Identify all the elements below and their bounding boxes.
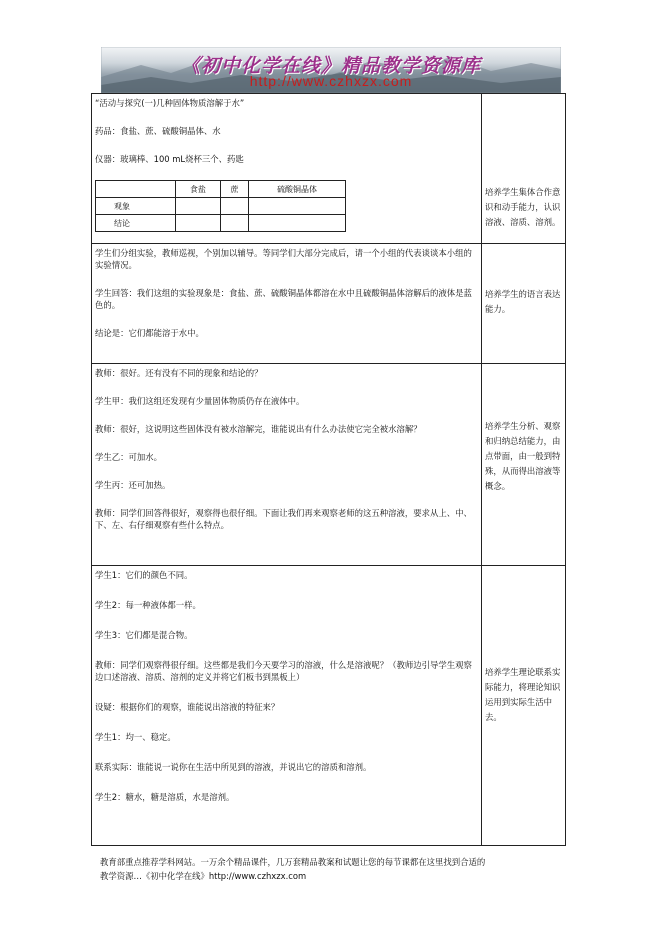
observation-table <box>95 180 346 232</box>
footer-line-1: 教育部重点推荐学科网站。一万余个精品课件，几万套精品教案和试题让您的每节课都在这里找到合适的 <box>100 857 486 867</box>
table-cell <box>220 198 248 215</box>
row-4-para: 学生1：它们的颜色不同。 <box>95 570 193 580</box>
banner-title: 《初中化学在线》精品教学资源库 <box>180 55 481 77</box>
table-cell <box>249 198 346 215</box>
table-header-cell: 食盐 <box>175 181 220 198</box>
row-4-content <box>95 569 478 803</box>
row-3-aim: 培养学生分析、观察和归纳总结能力，由点带面，由一般到特殊，从而得出溶液等概念。 <box>485 421 561 491</box>
row-4-para: 学生2：糖水，糖是溶质，水是溶剂。 <box>95 792 235 802</box>
footer-note <box>100 855 570 883</box>
activity-title: “活动与探究(一)几种固体物质溶解于水” <box>95 98 245 108</box>
row-2-para: 学生回答：我们这组的实验现象是：食盐、蔗、硫酸铜晶体都溶在水中且硫酸铜晶体溶解后的液体是蓝色的。 <box>95 288 472 310</box>
footer-line-2: 教学资源…《初中化学在线》http://www.czhxzx.com <box>100 871 307 881</box>
row-3-para: 学生乙：可加水。 <box>95 452 162 462</box>
row-2-aim: 培养学生的语言表达能力。 <box>485 289 561 314</box>
row-4-para: 联系实际：谁能说一说你在生活中所见到的溶液，并说出它的溶质和溶剂。 <box>95 762 372 772</box>
row-1-content <box>95 97 478 165</box>
table-header-cell <box>96 181 176 198</box>
row-1-aim: 培养学生集体合作意识和动手能力，认识溶液、溶质、溶剂。 <box>485 187 561 227</box>
table-cell <box>175 215 220 232</box>
row-3-para: 学生甲：我们这组还发现有少量固体物质仍存在液体中。 <box>95 396 305 406</box>
row-3-para: 教师：很好。还有没有不同的现象和结论的？ <box>95 368 263 378</box>
row-4-para: 教师：同学们观察得很仔细。这些都是我们今天要学习的溶液，什么是溶液呢？（教师边引导学生观察边口述溶液、溶质、溶剂的定义并将它们板书到黑板上） <box>95 660 472 682</box>
row-divider <box>91 363 566 364</box>
table-header-cell: 硫酸铜晶体 <box>249 181 346 198</box>
row-4-aim: 培养学生理论联系实际能力，将理论知识运用到实际生活中去。 <box>485 667 561 722</box>
row-4-para: 学生3：它们都是混合物。 <box>95 630 193 640</box>
reagents-line: 药品：食盐、蔗、硫酸铜晶体、水 <box>95 126 221 136</box>
row-2-para: 结论是：它们都能溶于水中。 <box>95 328 204 338</box>
row-3-para: 教师：同学们回答得很好，观察得也很仔细。下面让我们再来观察老师的这五种溶液，要求从上、中、下、左、右仔细观察有些什么特点。 <box>95 508 472 530</box>
table-row-label: 观象 <box>96 198 176 215</box>
row-divider <box>91 243 566 244</box>
row-3-para: 学生丙：还可加热。 <box>95 480 171 490</box>
table-cell <box>249 215 346 232</box>
row-divider <box>91 565 566 566</box>
row-3-content <box>95 367 478 531</box>
row-4-para: 学生1：均一、稳定。 <box>95 732 176 742</box>
header-banner <box>101 47 561 93</box>
table-row-label: 结论 <box>96 215 176 232</box>
banner-url-link[interactable]: http://www.czhxzx.com <box>249 73 413 89</box>
table-cell <box>175 198 220 215</box>
row-3-para: 教师：很好，这说明这些固体没有被水溶解完，谁能说出有什么办法使它完全被水溶解？ <box>95 424 422 434</box>
table-cell <box>220 215 248 232</box>
row-2-para: 学生们分组实验，教师巡视，个别加以辅导。等同学们大部分完成后，请一个小组的代表谈谈本小组的实验情况。 <box>95 248 472 270</box>
row-4-para: 设疑：根据你们的观察，谁能说出溶液的特征来？ <box>95 702 280 712</box>
row-4-para: 学生2：每一种液体都一样。 <box>95 600 201 610</box>
row-2-content <box>95 247 478 339</box>
column-divider <box>481 93 482 846</box>
instruments-line: 仪器：玻璃棒、100 mL烧杯三个、药匙 <box>95 154 244 164</box>
table-header-cell: 蔗 <box>220 181 248 198</box>
